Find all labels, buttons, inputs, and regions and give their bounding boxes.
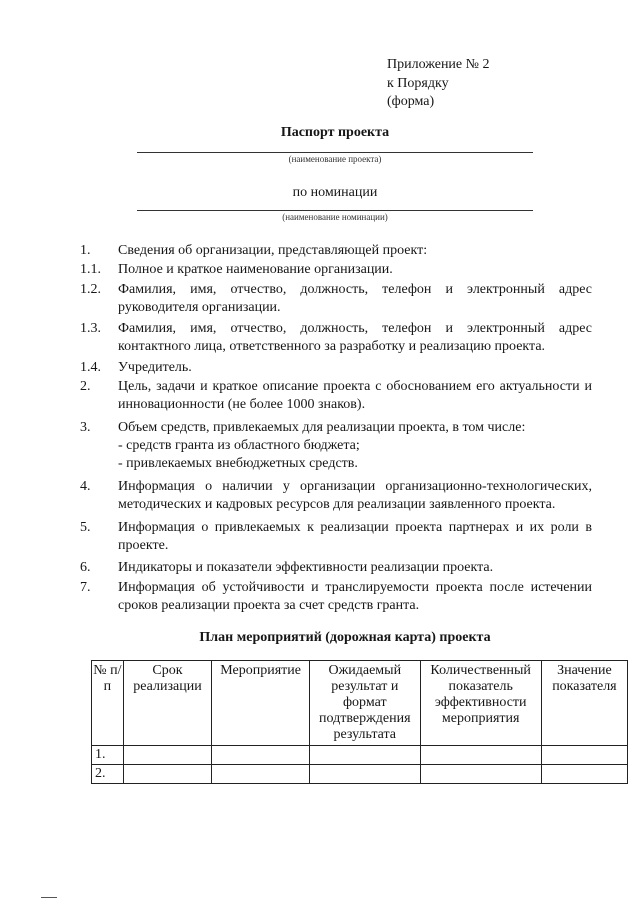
list-item bbox=[80, 559, 592, 577]
table-cell bbox=[212, 746, 310, 765]
item-main-text: Объем средств, привлекаемых для реализации проекта, в том числе: bbox=[118, 420, 526, 435]
column-header-value: Значение показателя bbox=[541, 661, 627, 746]
item-subitem: - привлекаемых внебюджетных средств. bbox=[118, 456, 358, 471]
list-item bbox=[80, 478, 592, 514]
item-number: 7. bbox=[80, 580, 91, 595]
appendix-header bbox=[387, 56, 490, 112]
passport-items bbox=[80, 242, 592, 615]
table-cell bbox=[123, 746, 211, 765]
item-number: 1.4. bbox=[80, 360, 101, 375]
item-text: Фамилия, имя, отчество, должность, телефон и электронный адрес руководителя организации. bbox=[118, 282, 592, 315]
list-item bbox=[80, 378, 592, 414]
column-header-term: Срок реализации bbox=[123, 661, 211, 746]
table-row bbox=[92, 765, 628, 784]
table-cell bbox=[420, 765, 541, 784]
list-item bbox=[80, 242, 592, 260]
appendix-line-form: (форма) bbox=[387, 94, 435, 109]
item-number: 1.3. bbox=[80, 321, 101, 336]
item-text: Сведения об организации, представляющей проект: bbox=[118, 243, 428, 258]
table-header-row bbox=[92, 661, 628, 746]
column-header-expected-result: Ожидаемый результат и формат подтверждения результата bbox=[310, 661, 421, 746]
item-text: Цель, задачи и краткое описание проекта с обоснованием его актуальности и инновационности (не более 1000 знаков). bbox=[118, 379, 592, 412]
margin-mark bbox=[41, 897, 57, 898]
table-row bbox=[92, 746, 628, 765]
table-cell bbox=[541, 765, 627, 784]
table-cell bbox=[123, 765, 211, 784]
plan-title: План мероприятий (дорожная карта) проекта bbox=[199, 630, 491, 645]
project-name-caption: (наименование проекта) bbox=[288, 154, 382, 164]
column-header-event: Мероприятие bbox=[212, 661, 310, 746]
project-name-line bbox=[137, 152, 533, 153]
item-text: Информация о привлекаемых к реализации проекта партнерах и их роли в проекте. bbox=[118, 520, 592, 553]
table-cell bbox=[541, 746, 627, 765]
column-header-number: № п/п bbox=[92, 661, 124, 746]
nomination-label: по номинации bbox=[292, 185, 378, 200]
appendix-line-order: к Порядку bbox=[387, 75, 449, 91]
list-item bbox=[80, 320, 592, 356]
table-cell bbox=[310, 746, 421, 765]
list-item bbox=[80, 419, 592, 473]
list-item bbox=[80, 359, 592, 377]
table-cell bbox=[420, 746, 541, 765]
row-number: 1. bbox=[92, 746, 124, 765]
nomination-line bbox=[137, 210, 533, 211]
list-item bbox=[80, 519, 592, 555]
table-cell bbox=[212, 765, 310, 784]
item-text: Учредитель. bbox=[118, 360, 192, 375]
item-text: Информация об устойчивости и транслируемости проекта после истечении сроков реализации проекта за счет средств гранта. bbox=[118, 580, 592, 613]
item-text: Фамилия, имя, отчество, должность, телефон и электронный адрес контактного лица, ответственного за разработку и реализацию проекта. bbox=[118, 321, 592, 354]
item-number: 1.1. bbox=[80, 262, 101, 277]
item-number: 3. bbox=[80, 420, 91, 435]
item-number: 6. bbox=[80, 560, 91, 575]
item-text: Индикаторы и показатели эффективности реализации проекта. bbox=[118, 560, 494, 575]
item-number: 5. bbox=[80, 520, 91, 535]
nomination-caption: (наименование номинации) bbox=[282, 212, 388, 222]
item-number: 1.2. bbox=[80, 282, 101, 297]
list-item bbox=[80, 579, 592, 615]
list-item bbox=[80, 261, 592, 279]
item-text: Полное и краткое наименование организации. bbox=[118, 262, 393, 277]
item-number: 2. bbox=[80, 379, 91, 394]
item-text bbox=[118, 419, 592, 473]
item-number: 4. bbox=[80, 479, 91, 494]
list-item bbox=[80, 281, 592, 317]
column-header-indicator: Количественный показатель эффективности мероприятия bbox=[420, 661, 541, 746]
appendix-line-number: Приложение № 2 bbox=[387, 57, 490, 72]
item-subitem: - средств гранта из областного бюджета; bbox=[118, 438, 360, 453]
item-number: 1. bbox=[80, 243, 91, 258]
item-text: Информация о наличии у организации организационно-технологических, методических и кадровых ресурсов для реализации заявленного проекта. bbox=[118, 479, 592, 512]
table-cell bbox=[310, 765, 421, 784]
document-title: Паспорт проекта bbox=[280, 125, 390, 140]
row-number: 2. bbox=[92, 765, 124, 784]
roadmap-table bbox=[91, 660, 628, 784]
